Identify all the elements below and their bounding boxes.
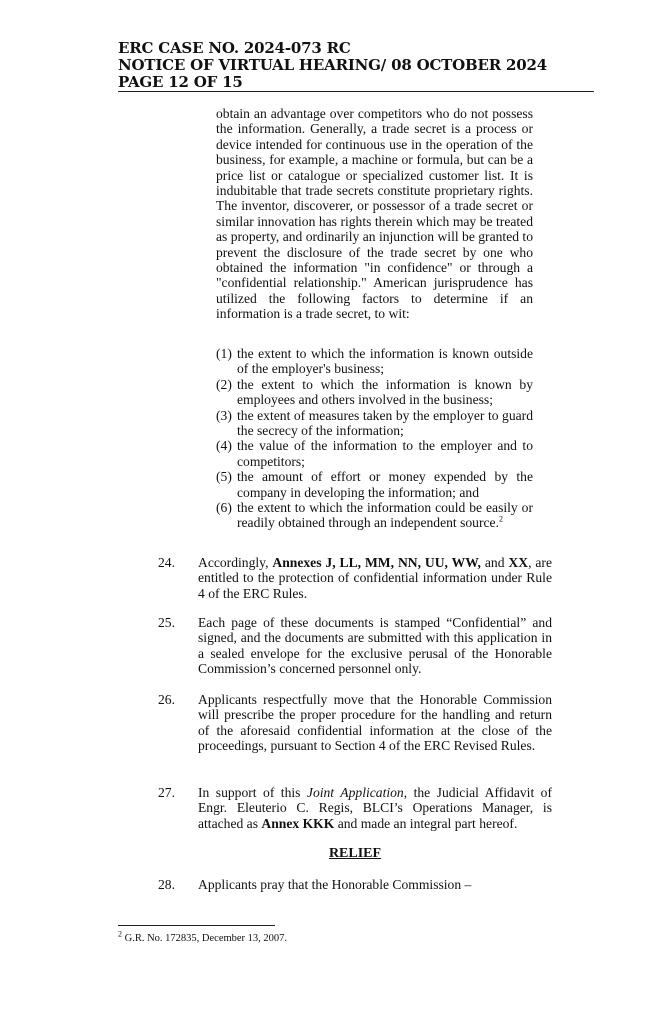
paragraph-27 [158,785,552,831]
factor-text-content: the extent to which the information could be easily or readily obtained through an independent source. [237,500,533,531]
text-run: Accordingly, [198,555,273,570]
text-run: , are entitled to the protection of confidential information under Rule 4 of the ERC Rules. [198,555,552,601]
footnote-text: G.R. No. 172835, December 13, 2007. [122,933,288,944]
paragraph-text: Applicants pray that the Honorable Commission – [198,877,472,892]
header-divider [118,91,594,92]
paragraph-text [198,785,552,831]
factor-text: the extent of measures taken by the employer to guard the secrecy of the information; [237,407,533,439]
factor-number: (4) [216,438,232,454]
text-run: , the Judicial Affidavit of Engr. Eleuterio C. Regis, BLCI’s Operations Manager, is attached as [198,785,553,831]
footnote-marker: 2 [118,929,122,939]
factor-text [237,500,533,531]
paragraph-number: 28. [158,877,175,892]
factor-number: (2) [216,376,232,392]
factor-item [216,469,533,500]
paragraph-26 [158,692,552,754]
factor-text: the extent to which the information is known outside of the employer's business; [237,346,533,377]
paragraph-number: 27. [158,785,175,800]
factor-item [216,377,533,408]
paragraph-number: 25. [158,615,175,630]
factor-text: the extent to which the information is known by employees and others involved in the business; [237,376,533,408]
page-number: PAGE 12 OF 15 [118,73,243,91]
paragraph-25 [158,615,552,677]
factor-text: the value of the information to the employer and to competitors; [237,438,533,469]
factor-item [216,500,533,531]
factor-text: the amount of effort or money expended by the company in developing the information; and [237,469,533,500]
factor-number: (1) [216,346,232,361]
block-quote [216,106,533,322]
relief-heading: RELIEF [328,846,382,861]
paragraph-24 [158,555,552,601]
factor-number: (6) [216,500,232,516]
paragraph-text: Each page of these documents is stamped “Confidential” and signed, and the documents are submitted with this application in a sealed envelope for the exclusive perusal of the Honorable Commission’s concerned personnel only. [198,615,552,677]
paragraph-28 [158,877,552,892]
case-number: ERC CASE NO. 2024-073 RC [118,39,351,57]
page-header [118,40,598,91]
trade-secret-factors-list [216,346,533,531]
quote-text: obtain an advantage over competitors who do not possess the information. Generally, a trade secret is a process or device intended for continuous use in the operation of the business, for example, a machine or formula, but can be a price list or catalogue or specialized customer list. It is indubitable that trade secrets constitute proprietary rights. The inventor, discoverer, or possessor of a trade secret or similar innovation has rights therein which may be treated as property, and ordinarily an injunction will be granted to prevent the disclosure of the trade secret by one who obtained the information "in confidence" or through a "confidential relationship." American jurisprudence has utilized the following factors to determine if an information is a trade secret, to wit: [216,106,533,322]
footnote-reference: 2 [498,514,503,524]
document-title: Joint Application [306,785,404,800]
text-run: In support of this [198,785,307,800]
factor-item [216,346,533,377]
factor-number: (3) [216,407,232,423]
paragraph-number: 26. [158,692,175,707]
paragraph-number: 24. [158,555,175,570]
text-run: and [480,555,509,570]
paragraph-text [198,555,552,601]
annex-xx: XX [508,555,529,570]
factor-item [216,408,533,439]
annex-list: Annexes J, LL, MM, NN, UU, WW, [272,555,481,570]
notice-title: NOTICE OF VIRTUAL HEARING/ 08 OCTOBER 2024 [118,56,547,74]
paragraph-text: Applicants respectfully move that the Honorable Commission will prescribe the proper procedure for the handling and return of the aforesaid confidential information at the close of the proceedings, pursuant to Section 4 of the ERC Revised Rules. [198,692,552,754]
text-run: and made an integral part hereof. [334,815,518,831]
factor-number: (5) [216,469,232,485]
footnote-divider [118,925,275,926]
factor-item [216,438,533,469]
footnote [118,929,288,944]
annex-kkk: Annex KKK [261,815,335,831]
